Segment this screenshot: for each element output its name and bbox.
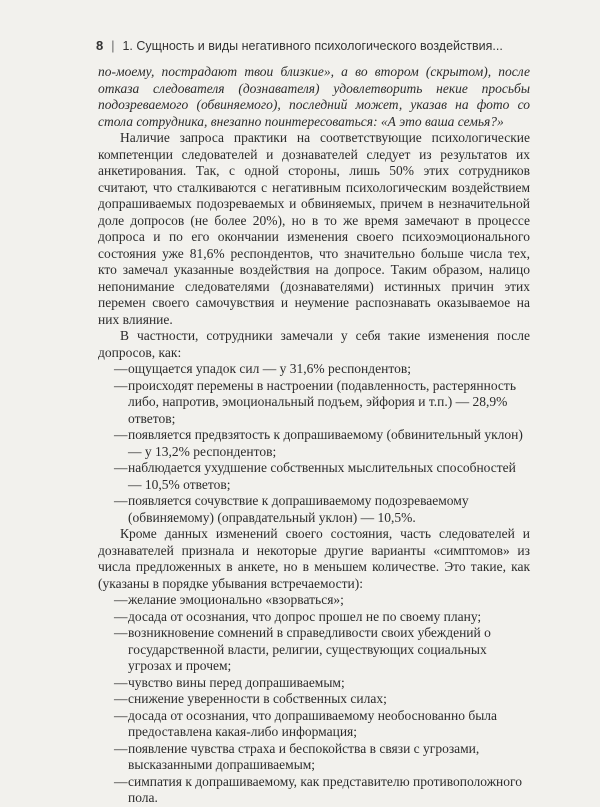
list-item: — симпатия к допрашиваемому, как представителю противоположного пола. (114, 773, 522, 805)
dash-marker: — (114, 592, 128, 607)
changes-list (98, 361, 530, 526)
running-title: 1. Сущность и виды негативного психологического воздействия... (122, 38, 503, 53)
paragraph-survey: Наличие запроса практики на соответствующие психологические компетенции следователей и дознавателей следует из результатов их анкетирования. Так, с одной стороны, лишь 50% этих сотрудников считают, что сталкиваются с негативным психологическим воздействием допрашиваемых подозреваемых и обвиняемых, причем в незначительной доле допросов (не более 20%), но в то же время замечают в процессе допроса и по его окончании изменения своего психоэмоционального состояния уже 81,6% респондентов, что значительно больше числа тех, кто замечал указанные воздействия на допросе. Таким образом, налицо непонимание следователями (дознавателями) истинных причин этих перемен своего самочувствия и неумение распознавать оказываемое на них влияние. (98, 130, 530, 327)
list-item: — появляется сочувствие к допрашиваемому подозреваемому (обвиняемому) (оправдательный уклон) — 10,5%. (114, 493, 469, 525)
paragraph-other-symptoms: Кроме данных изменений своего состояния, часть следователей и дознавателей признала и некоторые другие варианты «симптомов» из числа предложенных в анкете, но в меньшем количестве. Это такие, как (указаны в порядке убывания встречаемости): (98, 526, 530, 591)
header-separator: | (111, 38, 115, 53)
symptoms-list (98, 592, 530, 807)
list-item: — происходят перемены в настроении (подавленность, растерянность либо, напротив, эмоциональный подъем, эйфория и т.п.) — 28,9% ответов; (114, 377, 516, 426)
list-item: — желание эмоционально «взорваться»; (114, 592, 344, 607)
dash-marker: — (114, 707, 128, 723)
page-number: 8 (96, 38, 104, 53)
dash-marker: — (114, 691, 128, 706)
page-body (98, 64, 530, 807)
list-item: — ощущается упадок сил — у 31,6% респондентов; (114, 361, 411, 376)
list-item: — наблюдается ухудшение собственных мыслительных способностей — 10,5% ответов; (114, 460, 516, 492)
running-header (96, 38, 503, 53)
dash-marker: — (114, 460, 128, 475)
dash-marker: — (114, 674, 128, 690)
list-item: — досада от осознания, что допрос прошел не по своему плану; (114, 608, 482, 624)
dash-marker: — (114, 377, 128, 393)
dash-marker: — (114, 773, 128, 789)
list-item: — снижение уверенности в собственных силах; (114, 691, 387, 706)
list-item: — чувство вины перед допрашиваемым; (114, 674, 345, 690)
dash-marker: — (114, 361, 128, 376)
paragraph-changes-intro: В частности, сотрудники замечали у себя такие изменения после допросов, как: (98, 328, 530, 360)
list-item: — досада от осознания, что допрашиваемому необоснованно была предоставлена какая-либо информация; (114, 707, 498, 739)
dash-marker: — (114, 740, 128, 756)
dash-marker: — (114, 608, 128, 624)
dash-marker: — (114, 493, 128, 508)
list-item: — появление чувства страха и беспокойства в связи с угрозами, высказанными допрашиваемым; (114, 740, 480, 772)
list-item: — появляется предвзятость к допрашиваемому (обвинительный уклон) — у 13,2% респондентов; (114, 427, 523, 459)
dash-marker: — (114, 625, 128, 640)
dash-marker: — (114, 427, 128, 442)
list-item: — возникновение сомнений в справедливости своих убеждений о государственной власти, религии, существующих социальных угрозах и прочем; (114, 625, 491, 673)
quote-paragraph: по-моему, пострадают твои близкие», а во втором (скрытом), после отказа следователя (дознавателя) удовлетворить некие просьбы подозреваемого (обвиняемого), последний может, указав на фото со стола сотрудника, внезапно поинтересоваться: «А это ваша семья?» (98, 64, 530, 129)
